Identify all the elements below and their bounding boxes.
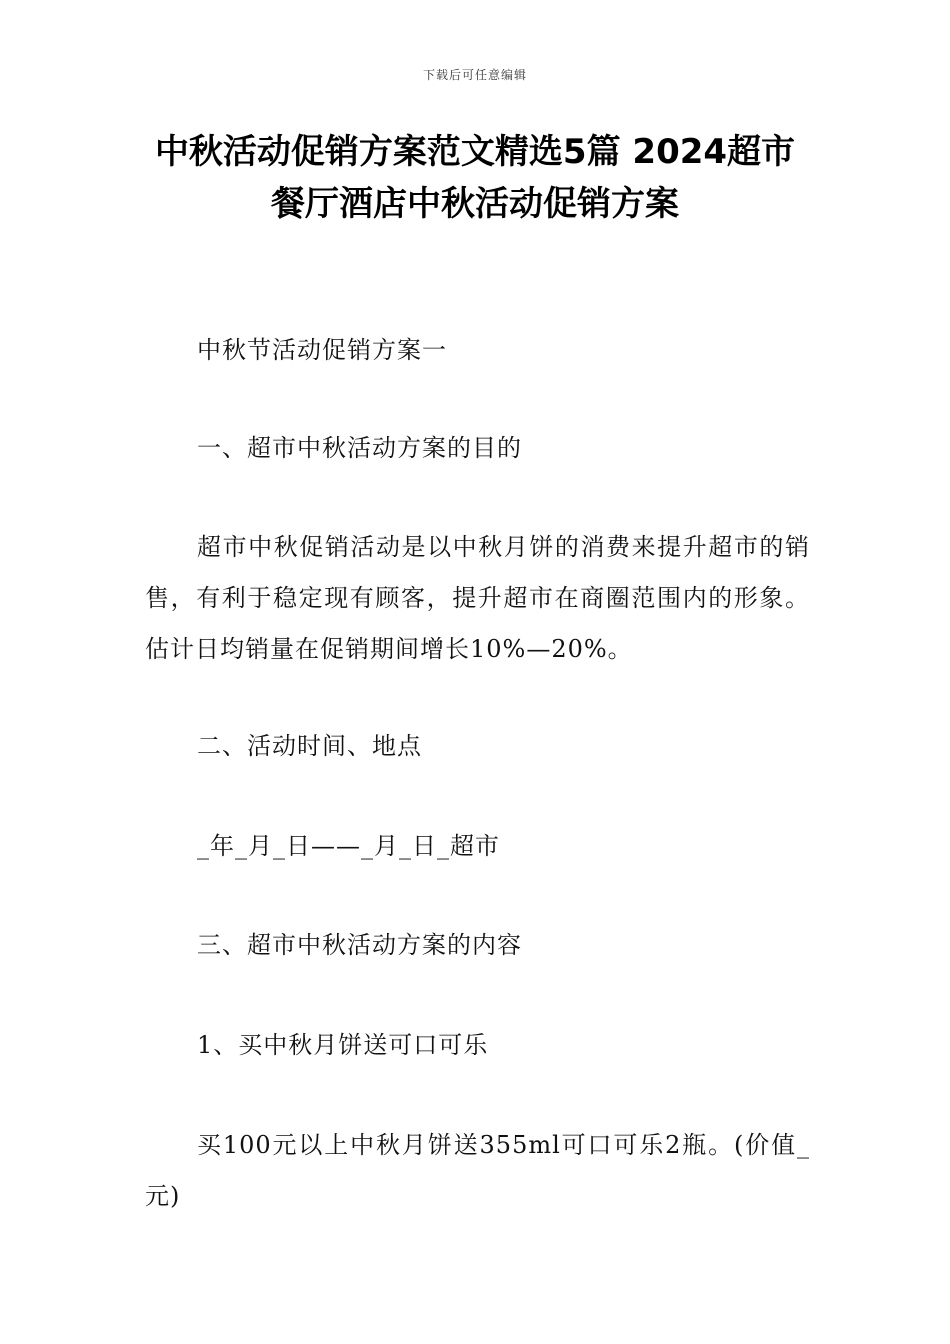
section-heading: 一、超市中秋活动方案的目的	[197, 434, 522, 462]
section-heading: 中秋节活动促销方案一	[197, 336, 447, 364]
body-paragraph: 买100元以上中秋月饼送355ml可口可乐2瓶。(价值_元)	[145, 1131, 810, 1210]
section-heading: 三、超市中秋活动方案的内容	[197, 931, 522, 959]
header-note: 下载后可任意编辑	[422, 68, 527, 82]
body-paragraph: 超市中秋促销活动是以中秋月饼的消费来提升超市的销售，有利于稳定现有顾客，提升超市在商圈范围内的形象。估计日均销量在促销期间增长10%—20%。	[145, 533, 810, 663]
section-heading: 二、活动时间、地点	[197, 732, 422, 760]
body-paragraph: _年_月_日——_月_日_超市	[197, 832, 500, 860]
document-title: 中秋活动促销方案范文精选5篇 2024超市餐厅酒店中秋活动促销方案	[154, 132, 796, 224]
section-heading: 1、买中秋月饼送可口可乐	[197, 1031, 489, 1059]
